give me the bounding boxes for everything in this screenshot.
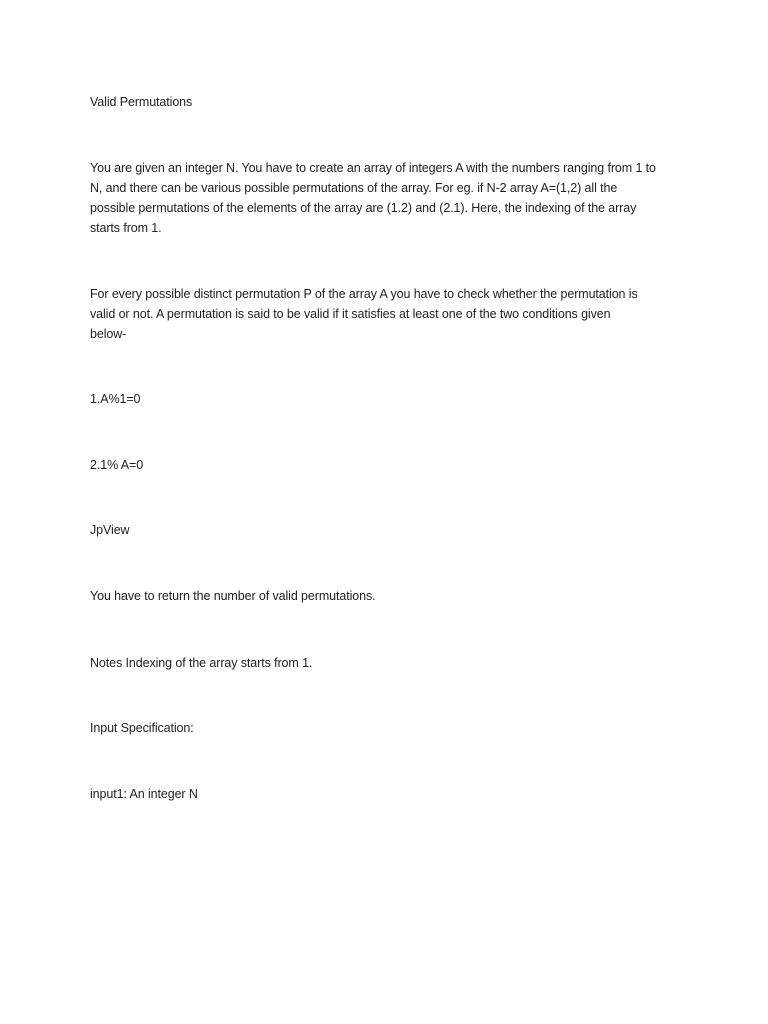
intro-line: possible permutations of the elements of the array are (1.2) and (2.1). Here, the indexing of the array [90, 201, 637, 215]
validity-paragraph [90, 284, 690, 344]
stray-text: JpView [90, 523, 130, 537]
notes-text: Notes Indexing of the array starts from 1. [90, 656, 313, 670]
condition-2: 2.1% A=0 [90, 458, 144, 472]
validity-line: below- [90, 327, 127, 341]
validity-line: For every possible distinct permutation P of the array A you have to check whether the permutation is [90, 287, 638, 301]
document-title: Valid Permutations [90, 95, 193, 109]
input-spec-heading: Input Specification: [90, 721, 194, 735]
intro-line: You are given an integer N. You have to create an array of integers A with the numbers ranging from 1 to [90, 161, 656, 175]
intro-line: N, and there can be various possible permutations of the array. For eg. if N-2 array A=(1,2) all the [90, 181, 618, 195]
validity-line: valid or not. A permutation is said to be valid if it satisfies at least one of the two conditions given [90, 307, 611, 321]
return-statement: You have to return the number of valid permutations. [90, 589, 376, 603]
intro-paragraph [90, 158, 690, 238]
intro-line: starts from 1. [90, 221, 162, 235]
input1-spec: input1: An integer N [90, 787, 198, 801]
condition-1: 1.A%1=0 [90, 392, 141, 406]
